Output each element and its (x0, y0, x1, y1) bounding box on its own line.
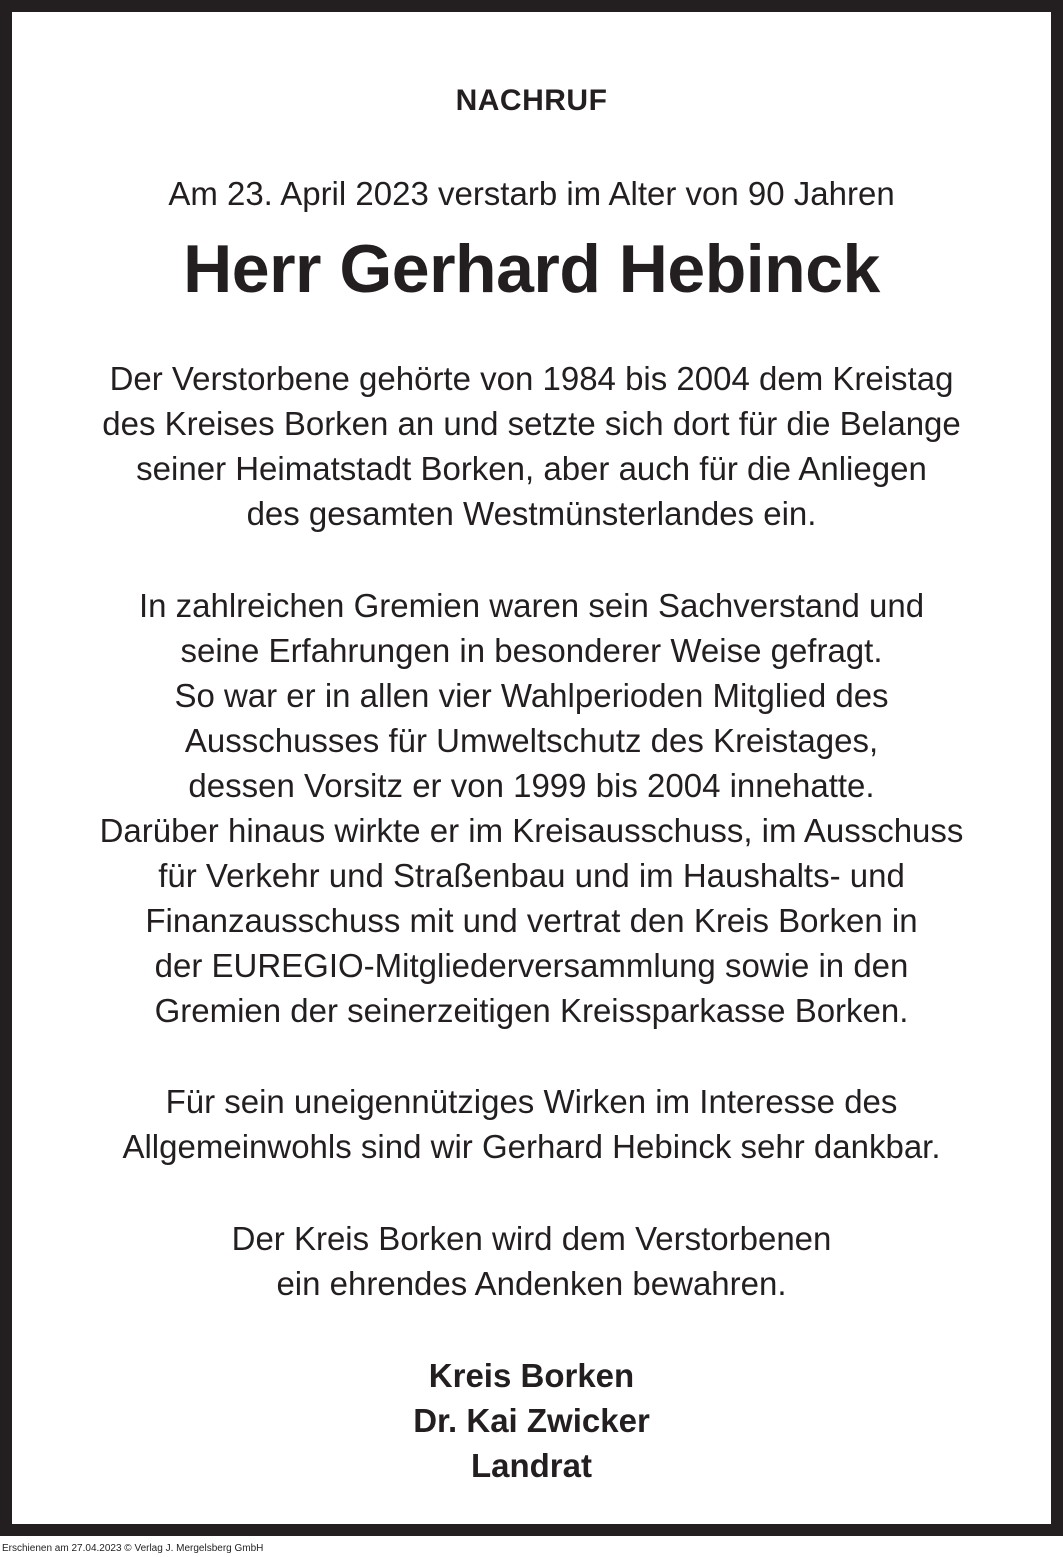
paragraph-line: des gesamten Westmünsterlandes ein. (246, 495, 817, 532)
paragraph-line: für Verkehr und Straßenbau und im Haushalts- und (158, 857, 905, 894)
paragraph-line: seiner Heimatstadt Borken, aber auch für die Anliegen (136, 450, 927, 487)
paragraph-line: seine Erfahrungen in besonderer Weise gefragt. (180, 632, 883, 669)
publication-footer: Erschienen am 27.04.2023 © Verlag J. Mergelsberg GmbH (2, 1543, 264, 1554)
paragraph-line: Finanzausschuss mit und vertrat den Kreis Borken in (145, 902, 918, 939)
paragraph-line: Für sein uneigennütziges Wirken im Interesse des (165, 1083, 898, 1120)
deceased-name: Herr Gerhard Hebinck (183, 231, 880, 307)
paragraph-line: Gremien der seinerzeitigen Kreissparkasse Borken. (154, 992, 909, 1029)
paragraph-line: dessen Vorsitz er von 1999 bis 2004 innehatte. (188, 767, 875, 804)
paragraph-line: In zahlreichen Gremien waren sein Sachverstand und (138, 587, 925, 624)
paragraph-line: So war er in allen vier Wahlperioden Mitglied des (174, 677, 889, 714)
notice-heading: NACHRUF (455, 84, 608, 117)
paragraph-line: Darüber hinaus wirkte er im Kreisausschuss, im Ausschuss (99, 812, 964, 849)
paragraph-line: Der Kreis Borken wird dem Verstorbenen (231, 1220, 832, 1257)
signature-person: Dr. Kai Zwicker (413, 1402, 650, 1439)
paragraph-gratitude (24, 1079, 1039, 1169)
paragraph-line: des Kreises Borken an und setzte sich dort für die Belange (102, 405, 961, 442)
paragraph-committees (24, 583, 1039, 1033)
paragraph-line: Allgemeinwohls sind wir Gerhard Hebinck sehr dankbar. (122, 1128, 941, 1165)
paragraph-line: Ausschusses für Umweltschutz des Kreistages, (184, 722, 879, 759)
paragraph-remembrance (24, 1216, 1039, 1306)
signature-title: Landrat (470, 1447, 592, 1484)
paragraph-tenure (24, 356, 1039, 536)
signature-organization: Kreis Borken (428, 1357, 635, 1394)
paragraph-line: der EUREGIO-Mitgliederversammlung sowie in den (154, 947, 909, 984)
paragraph-line: Der Verstorbene gehörte von 1984 bis 2004 dem Kreistag (109, 360, 954, 397)
paragraph-line: ein ehrendes Andenken bewahren. (276, 1265, 787, 1302)
notice-intro: Am 23. April 2023 verstarb im Alter von 90 Jahren (168, 175, 895, 212)
signature-block (24, 1353, 1039, 1488)
